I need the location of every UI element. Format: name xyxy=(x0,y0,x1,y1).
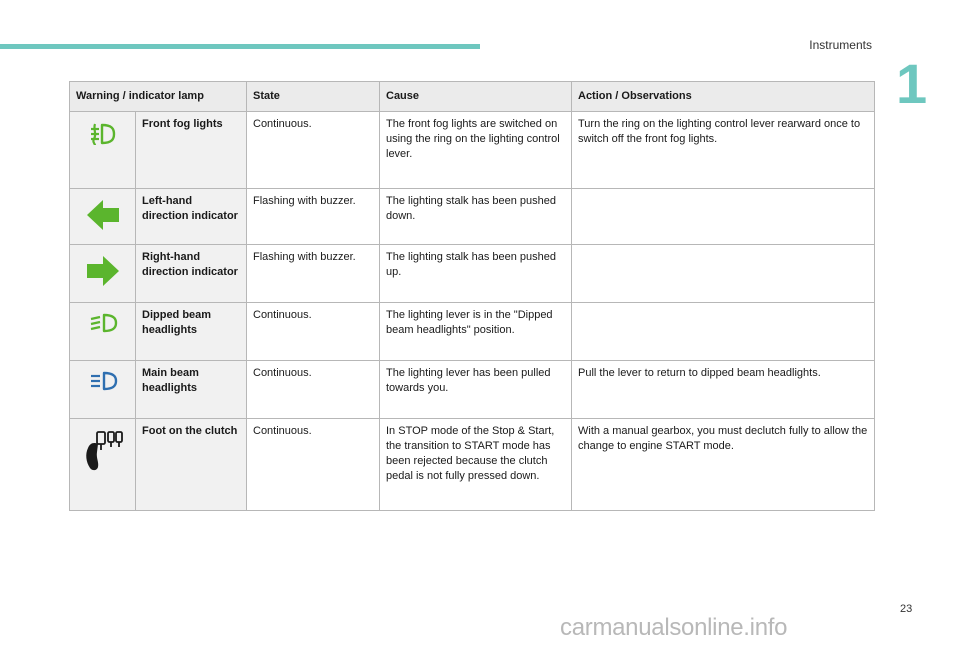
lamp-cause: The lighting lever has been pulled towards you. xyxy=(380,361,572,419)
lamp-name: Right-hand direction indicator xyxy=(136,245,247,303)
lamp-action: Pull the lever to return to dipped beam headlights. xyxy=(572,361,875,419)
table-row xyxy=(70,189,875,245)
lamp-action: Turn the ring on the lighting control lever rearward once to switch off the front fog lights. xyxy=(572,112,875,189)
lamp-state: Continuous. xyxy=(247,419,380,511)
lamp-state: Flashing with buzzer. xyxy=(247,189,380,245)
chapter-number: 1 xyxy=(896,52,928,115)
lamp-icon-cell xyxy=(70,419,136,511)
lamp-state: Continuous. xyxy=(247,361,380,419)
top-accent-bar xyxy=(0,44,480,49)
lamp-icon-cell xyxy=(70,189,136,245)
lamp-state: Flashing with buzzer. xyxy=(247,245,380,303)
lamp-name: Foot on the clutch xyxy=(136,419,247,511)
lamp-cause: The lighting lever is in the "Dipped beam headlights" position. xyxy=(380,303,572,361)
lamp-name: Front fog lights xyxy=(136,112,247,189)
lamp-name: Main beam headlights xyxy=(136,361,247,419)
lamp-name: Left-hand direction indicator xyxy=(136,189,247,245)
lamp-state: Continuous. xyxy=(247,112,380,189)
right-arrow-icon xyxy=(76,254,129,288)
table-row xyxy=(70,112,875,189)
foot-on-clutch-icon xyxy=(76,428,129,472)
left-arrow-icon xyxy=(76,198,129,232)
lamp-action: With a manual gearbox, you must declutch fully to allow the change to engine START mode. xyxy=(572,419,875,511)
lamp-action xyxy=(572,245,875,303)
table-row xyxy=(70,361,875,419)
lamp-icon-cell xyxy=(70,361,136,419)
table-row xyxy=(70,303,875,361)
lamp-action xyxy=(572,189,875,245)
column-header-state: State xyxy=(247,82,380,112)
lamp-icon-cell xyxy=(70,245,136,303)
table-row xyxy=(70,245,875,303)
table-header-row xyxy=(70,82,875,112)
lamp-cause: The front fog lights are switched on using the ring on the lighting control lever. xyxy=(380,112,572,189)
lamp-name: Dipped beam headlights xyxy=(136,303,247,361)
lamp-cause: The lighting stalk has been pushed down. xyxy=(380,189,572,245)
lamp-cause: In STOP mode of the Stop & Start, the transition to START mode has been rejected because the clutch pedal is not fully pressed down. xyxy=(380,419,572,511)
dipped-beam-icon xyxy=(76,312,129,334)
section-title: Instruments xyxy=(809,38,872,52)
main-beam-icon xyxy=(76,370,129,392)
page-number: 23 xyxy=(900,603,913,615)
column-header-cause: Cause xyxy=(380,82,572,112)
watermark: carmanualsonline.info xyxy=(560,614,788,641)
lamp-state: Continuous. xyxy=(247,303,380,361)
column-header-action: Action / Observations xyxy=(572,82,875,112)
warning-lamp-table xyxy=(69,81,875,511)
front-fog-light-icon xyxy=(76,121,129,147)
lamp-icon-cell xyxy=(70,303,136,361)
column-header-lamp: Warning / indicator lamp xyxy=(70,82,247,112)
table-row xyxy=(70,419,875,511)
lamp-cause: The lighting stalk has been pushed up. xyxy=(380,245,572,303)
lamp-icon-cell xyxy=(70,112,136,189)
lamp-action xyxy=(572,303,875,361)
